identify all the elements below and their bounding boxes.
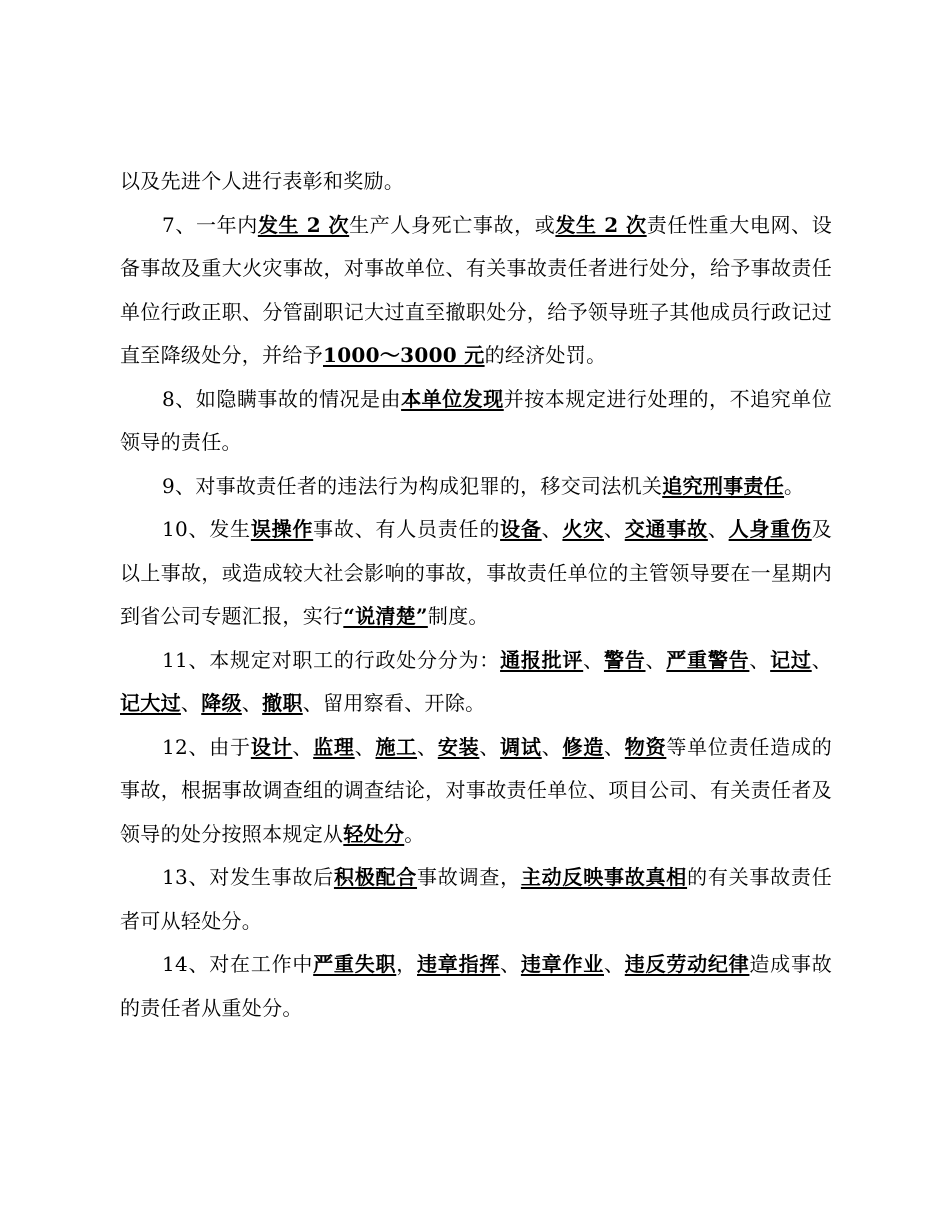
paragraph <box>120 856 832 943</box>
emphasized-text: 违章指挥 <box>417 952 501 976</box>
text-run: 、 <box>603 517 625 541</box>
emphasized-text: 设计 <box>250 734 293 759</box>
paragraph <box>120 639 832 726</box>
text-run: 。 <box>404 821 425 846</box>
emphasized-text: 违章作业 <box>520 952 604 976</box>
text-run: 、 <box>417 734 438 759</box>
emphasized-text: 设备 <box>500 517 542 541</box>
emphasized-text: 严重失职 <box>313 952 397 976</box>
emphasized-text: 追究刑事责任 <box>662 473 785 498</box>
text-run: 造成事故的责任者从重处分。 <box>120 952 833 1020</box>
emphasized-text: 记过 <box>770 647 812 672</box>
text-run: 责任性重大电网、设备事故及重大火灾事故，对事故单位、有关事故责任者进行处分，给予事故责任单位行政正职、分管副职记大过直至撤职处分，给予领导班子其他成员行政记过直至降级处分，并给予 <box>120 212 832 367</box>
text-run: 、 <box>604 734 625 759</box>
emphasized-text: 记大过 <box>120 691 181 715</box>
text-run: 生产人身死亡事故，或 <box>349 212 556 237</box>
text-run: 11、本规定对职工的行政处分分为： <box>162 647 501 672</box>
paragraph <box>120 726 832 857</box>
document-body <box>120 160 832 1030</box>
text-run: 。 <box>784 473 805 498</box>
text-run: 8、如隐瞒事故的情况是由 <box>162 386 402 411</box>
text-run: 以及先进个人进行表彰和奖励。 <box>120 169 405 193</box>
emphasized-text: 1000～3000 元 <box>323 343 485 367</box>
text-run: 、 <box>354 734 376 759</box>
emphasized-text: 降级 <box>201 691 242 715</box>
emphasized-text: 严重警告 <box>666 647 750 672</box>
emphasized-text: 误操作 <box>250 517 314 541</box>
text-run: 、 <box>180 691 202 715</box>
text-run: 制度。 <box>427 604 489 628</box>
text-run: 、 <box>500 952 521 976</box>
emphasized-text: 主动反映事故真相 <box>520 865 688 889</box>
emphasized-text: 违反劳动纪律 <box>624 952 750 976</box>
text-run: 、 <box>479 734 501 759</box>
emphasized-text: 本单位发现 <box>401 386 504 411</box>
text-run: 的经济处罚。 <box>484 343 607 367</box>
paragraph <box>120 465 832 509</box>
text-run: 9、对事故责任者的违法行为构成犯罪的，移交司法机关 <box>162 473 663 498</box>
emphasized-text: 发生 2 次 <box>555 212 647 237</box>
emphasized-text: 调试 <box>500 734 542 759</box>
text-run: ， <box>396 952 418 976</box>
text-run: 14、对在工作中 <box>162 952 314 976</box>
text-run: 、 <box>749 647 771 672</box>
text-run: 等单位责任造成的事故，根据事故调查组的调查结论，对事故责任单位、项目公司、有关责任者及领导的处分按照本规定从 <box>120 734 833 846</box>
emphasized-text: 交通事故 <box>624 517 708 541</box>
emphasized-text: 施工 <box>375 734 418 759</box>
text-run: 10、发生 <box>162 517 251 541</box>
paragraph <box>120 943 832 1030</box>
text-run: 13、对发生事故后 <box>162 865 334 889</box>
emphasized-text: 人身重伤 <box>728 517 812 541</box>
paragraph <box>120 378 832 465</box>
emphasized-text: 积极配合 <box>333 865 418 889</box>
text-run: 事故、有人员责任的 <box>313 517 501 541</box>
text-run: 、留用察看、开除。 <box>302 691 486 715</box>
text-run: 、 <box>583 647 604 672</box>
paragraph <box>120 204 832 378</box>
paragraph <box>120 160 832 204</box>
text-run: 事故调查， <box>417 865 521 889</box>
text-run: 、 <box>541 517 563 541</box>
text-run: 、 <box>292 734 314 759</box>
text-run: 、 <box>604 952 625 976</box>
text-run: 及以上事故，或造成较大社会影响的事故，事故责任单位的主管领导要在一星期内到省公司专题汇报，实行 <box>120 517 833 628</box>
text-run: 、 <box>541 734 563 759</box>
emphasized-text: “说清楚” <box>343 604 428 628</box>
emphasized-text: 火灾 <box>562 517 604 541</box>
text-run: 、 <box>707 517 729 541</box>
emphasized-text: 安装 <box>437 734 480 759</box>
emphasized-text: 撤职 <box>262 691 303 715</box>
emphasized-text: 发生 2 次 <box>257 212 350 237</box>
emphasized-text: 通报批评 <box>500 647 584 672</box>
text-run: 、 <box>645 647 667 672</box>
text-run: 的有关事故责任者可从轻处分。 <box>120 865 833 933</box>
emphasized-text: 警告 <box>603 647 646 672</box>
text-run: 、 <box>811 647 833 672</box>
text-run: 7、一年内 <box>162 212 258 237</box>
paragraph <box>120 508 832 639</box>
text-run: 并按本规定进行处理的，不追究单位领导的责任。 <box>120 386 832 454</box>
emphasized-text: 修造 <box>562 734 605 759</box>
text-run: 12、由于 <box>162 734 251 759</box>
text-run: 、 <box>241 691 263 715</box>
emphasized-text: 物资 <box>624 734 667 759</box>
emphasized-text: 轻处分 <box>343 821 405 846</box>
emphasized-text: 监理 <box>313 734 355 759</box>
